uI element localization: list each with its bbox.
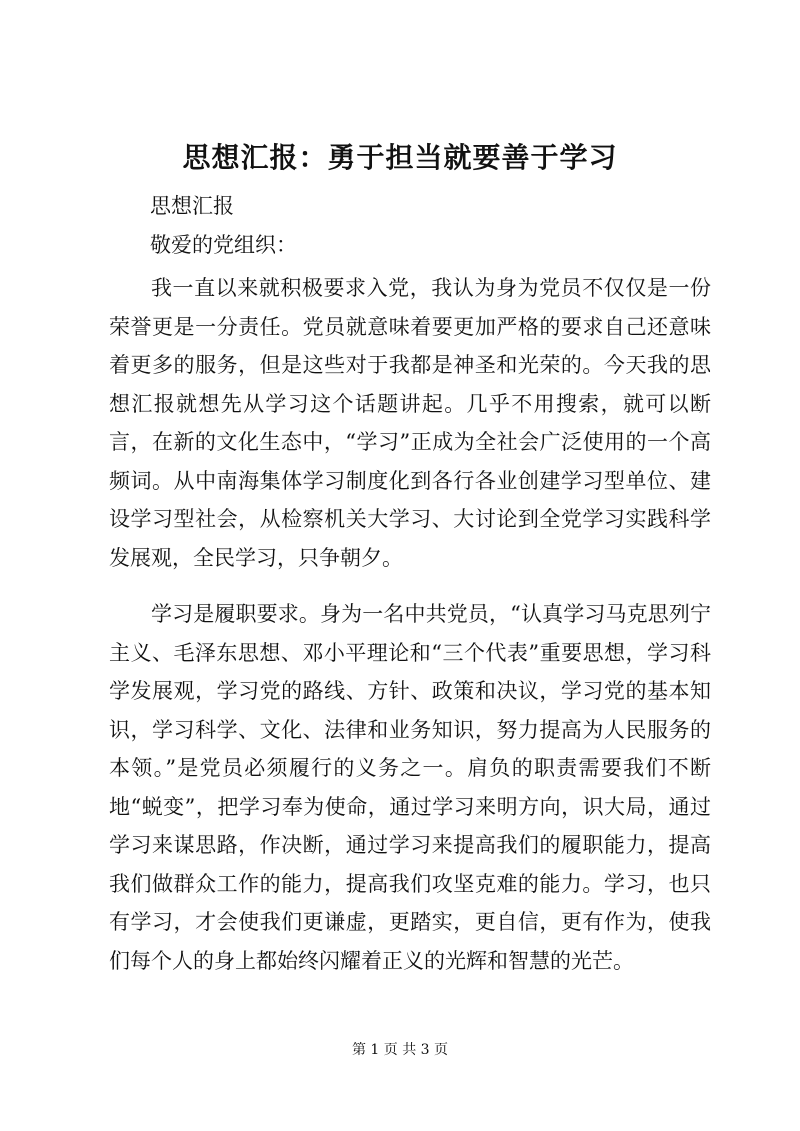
salutation: 敬爱的党组织：	[150, 233, 297, 257]
body-paragraph-2: 学习是履职要求。身为一名中共党员，“认真学习马克思列宁主义、毛泽东思想、邓小平理论和“三个代表”重要思想，学习科学发展观，学习党的路线、方针、政策和决议，学习党的基本知识，学习科学、文化、法律和业务知识，努力提高为人民服务的本领。”是党员必须履行的义务之一。肩负的职责需要我们不断地“蜕变”，把学习奉为使命，通过学习来明方向，识大局，通过学习来谋思路，作决断，通过学习来提高我们的履职能力，提高我们做群众工作的能力，提高我们攻坚克难的能力。学习，也只有学习，才会使我们更谦虚，更踏实，更自信，更有作为，使我们每个人的身上都始终闪耀着正义的光辉和智慧的光芒。	[109, 602, 711, 973]
page-number-footer: 第 1 页 共 3 页	[351, 1042, 449, 1058]
document-subheading: 思想汇报	[150, 194, 234, 218]
document-title: 思想汇报：勇于担当就要善于学习	[182, 141, 618, 174]
body-paragraph-1: 我一直以来就积极要求入党，我认为身为党员不仅仅是一份荣誉更是一分责任。党员就意味着要更加严格的要求自己还意味着更多的服务，但是这些对于我都是神圣和光荣的。今天我的思想汇报就想先从学习这个话题讲起。几乎不用搜索，就可以断言，在新的文化生态中，“学习”正成为全社会广泛使用的一个高频词。从中南海集体学习制度化到各行各业创建学习型单位、建设学习型社会，从检察机关大学习、大讨论到全党学习实践科学发展观，全民学习，只争朝夕。	[109, 276, 711, 570]
